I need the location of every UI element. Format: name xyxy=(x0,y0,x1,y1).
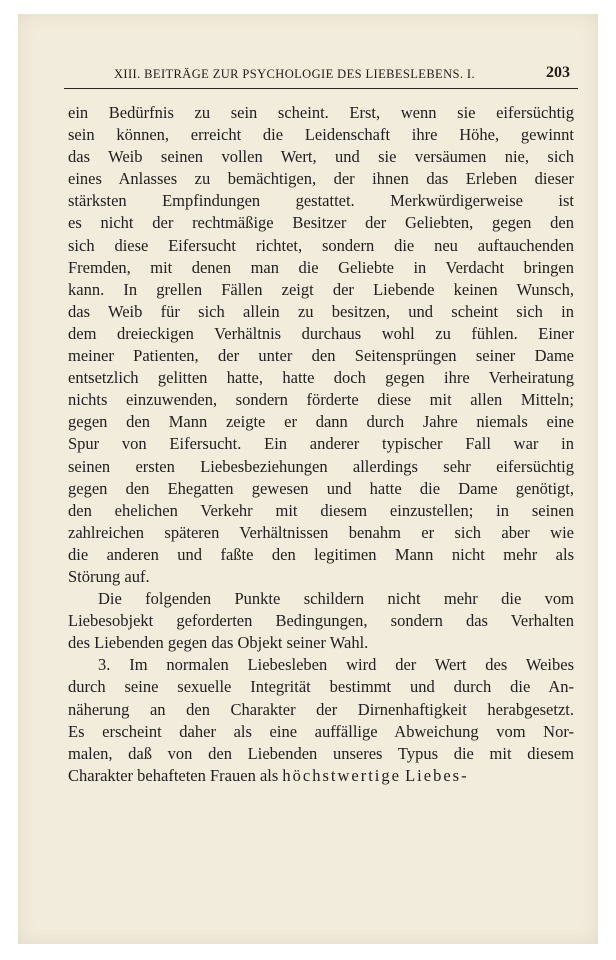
text-line: Störung auf. xyxy=(68,566,150,586)
text-line: näherung an den Charakter der Dirnenhaftigkeit herabgesetzt. xyxy=(68,699,574,719)
text-line: dem dreieckigen Verhältnis durchaus wohl zu fühlen. Einer xyxy=(68,323,574,343)
emphasized-word: höchstwertige xyxy=(282,765,401,785)
text-line: stärksten Empfindungen gestattet. Merkwürdigerweise ist xyxy=(68,191,574,211)
text-line: malen, daß von den Liebenden unseres Typus die mit diesem xyxy=(68,743,574,763)
text-line: die anderen und faßte den legitimen Mann nicht mehr als xyxy=(68,544,574,564)
text-line: Es erscheint daher als eine auffällige Abweichung vom Nor- xyxy=(68,721,574,741)
text-line: seinen ersten Liebesbeziehungen allerdings sehr eifersüchtig xyxy=(68,456,574,476)
body-text xyxy=(68,102,574,787)
text-line: kann. In grellen Fällen zeigt der Liebende keinen Wunsch, xyxy=(68,279,574,299)
text-line: 3. Im normalen Liebesleben wird der Wert des Weibes xyxy=(98,655,574,675)
page-number: 203 xyxy=(546,64,570,81)
final-text-line xyxy=(68,765,574,787)
text-line: Die folgenden Punkte schildern nicht mehr die vom xyxy=(98,589,574,609)
text-line: gegen den Ehegatten gewesen und hatte die Dame genötigt, xyxy=(68,478,574,498)
text-line: eines Anlasses zu bemächtigen, der ihnen das Erleben dieser xyxy=(68,169,574,189)
text-line: durch seine sexuelle Integrität bestimmt und durch die An- xyxy=(68,677,574,697)
text-line: meiner Patienten, der unter den Seitensprüngen seiner Dame xyxy=(68,346,574,366)
text-line: nichts einzuwenden, sondern förderte diese mit allen Mitteln; xyxy=(68,390,574,410)
hyphenated-word: Liebes- xyxy=(405,765,469,785)
text-line: entsetzlich gelitten hatte, hatte doch gegen ihre Verheiratung xyxy=(68,368,574,388)
text-line: Fremden, mit denen man die Geliebte in Verdacht bringen xyxy=(68,257,574,277)
text-line: das Weib für sich allein zu besitzen, und scheint sich in xyxy=(68,301,574,321)
text-line: sein können, erreicht die Leidenschaft ihre Höhe, gewinnt xyxy=(68,125,574,145)
text-line: Liebesobjekt geforderten Bedingungen, sondern das Verhalten xyxy=(68,611,574,631)
text-line: ein Bedürfnis zu sein scheint. Erst, wenn sie eifersüchtig xyxy=(68,103,574,122)
text-line: es nicht der rechtmäßige Besitzer der Geliebten, gegen den xyxy=(68,213,574,233)
text-line: sich diese Eifersucht richtet, sondern die neu auftauchenden xyxy=(68,235,574,255)
text-line: des Liebenden gegen das Objekt seiner Wahl. xyxy=(68,633,369,653)
text-line: das Weib seinen vollen Wert, und sie versäumen nie, sich xyxy=(68,147,574,167)
text-line: den ehelichen Verkehr mit diesem einzustellen; in seinen xyxy=(68,500,574,520)
text-line: gegen den Mann zeigte er dann durch Jahre niemals eine xyxy=(68,412,574,432)
running-title: XIII. BEITRÄGE ZUR PSYCHOLOGIE DES LIEBESLEBENS. I. xyxy=(114,67,476,81)
page-header xyxy=(64,64,578,89)
book-page xyxy=(18,14,598,944)
text-line: zahlreichen späteren Verhältnissen benahm er sich aber wie xyxy=(68,522,574,542)
text-line: Spur von Eifersucht. Ein anderer typischer Fall war in xyxy=(68,434,574,454)
text-segment: Charakter behafteten Frauen als xyxy=(68,765,279,785)
